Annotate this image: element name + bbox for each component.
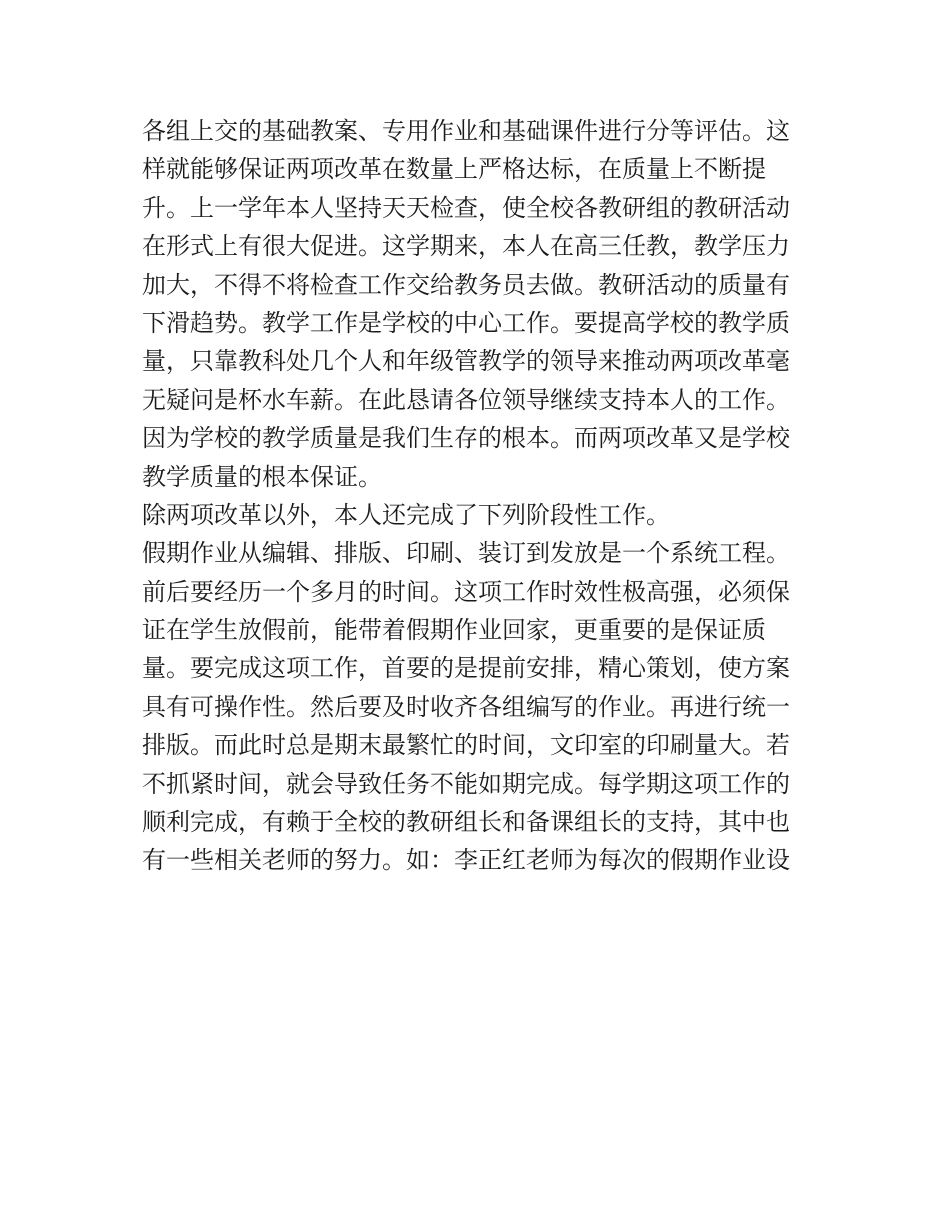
text-line: 下滑趋势。教学工作是学校的中心工作。要提高学校的教学质 [142, 308, 790, 337]
text-line: 各组上交的基础教案、专用作业和基础课件进行分等评估。这 [142, 117, 790, 145]
text-line: 不抓紧时间，就会导致任务不能如期完成。每学期这项工作的 [142, 769, 790, 798]
text-line: 顺利完成，有赖于全校的教研组长和备课组长的支持，其中也 [142, 808, 790, 837]
text-line: 无疑问是杯水车薪。在此恳请各位领导继续支持本人的工作。 [142, 385, 790, 414]
text-line: 量，只靠教科处几个人和年级管教学的领导来推动两项改革毫 [142, 347, 790, 376]
text-line: 量。要完成这项工作，首要的是提前安排，精心策划，使方案 [142, 654, 790, 683]
text-line: 假期作业从编辑、排版、印刷、装订到发放是一个系统工程。 [142, 539, 790, 568]
text-line: 除两项改革以外，本人还完成了下列阶段性工作。 [142, 500, 670, 529]
text-line: 证在学生放假前，能带着假期作业回家，更重要的是保证质 [142, 616, 766, 645]
text-line: 排版。而此时总是期末最繁忙的时间，文印室的印刷量大。若 [142, 731, 790, 760]
text-line: 升。上一学年本人坚持天天检查，使全校各教研组的教研活动 [142, 193, 790, 222]
text-line: 加大，不得不将检查工作交给教务员去做。教研活动的质量有 [142, 270, 790, 299]
text-line: 有一些相关老师的努力。如：李正红老师为每次的假期作业设 [142, 846, 790, 875]
text-line: 教学质量的根本保证。 [142, 462, 382, 491]
text-line: 因为学校的教学质量是我们生存的根本。而两项改革又是学校 [142, 424, 790, 453]
body-text [142, 112, 822, 880]
text-line: 具有可操作性。然后要及时收齐各组编写的作业。再进行统一 [142, 692, 790, 721]
text-line: 在形式上有很大促进。这学期来，本人在高三任教，教学压力 [142, 232, 790, 261]
text-line: 样就能够保证两项改革在数量上严格达标，在质量上不断提 [142, 155, 766, 184]
text-line: 前后要经历一个多月的时间。这项工作时效性极高强，必须保 [142, 577, 790, 606]
